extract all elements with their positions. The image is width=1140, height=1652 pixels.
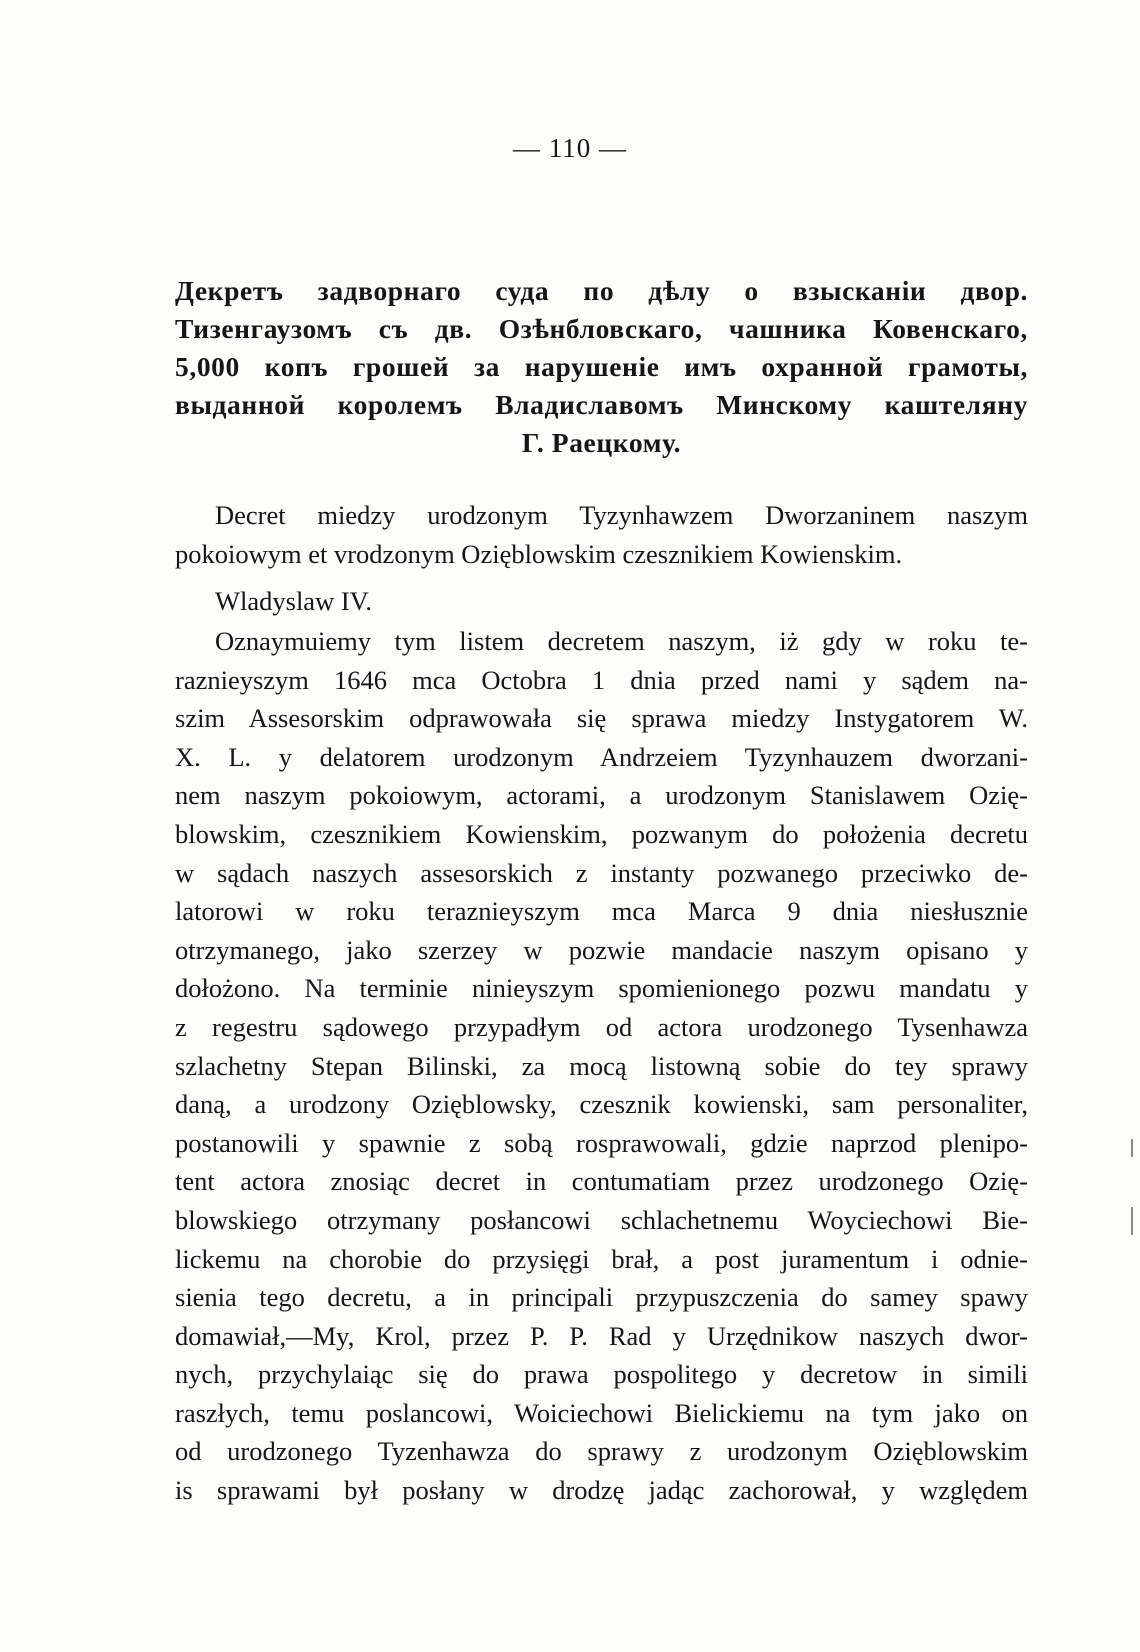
text-line: X. L. y delatorem urodzonym Andrzeiem Tyzynhauzem dworzani-: [175, 741, 1028, 772]
document-heading: [175, 272, 1028, 462]
text-line: szim Assesorskim odprawowała się sprawa miedzy Instygatorem W.: [175, 703, 1028, 734]
text-line: blowskiego otrzymany posłancowi schlachetnemu Woyciechowi Bie-: [175, 1204, 1028, 1235]
text-line: szlachetny Stepan Bilinski, za mocą listowną sobie do tey sprawy: [175, 1050, 1028, 1081]
text-line: nem naszym pokoiowym, actorami, a urodzonym Stanislawem Ozię-: [175, 780, 1028, 811]
scan-speck: [1131, 1207, 1133, 1235]
royal-signature: Wladyslaw IV.: [215, 586, 373, 616]
text-line: nych, przychylaiąc się do prawa pospolitego y decretow in simili: [175, 1359, 1028, 1390]
scan-speck: [1131, 1139, 1133, 1157]
text-line: Decret miedzy urodzonym Tyzynhawzem Dworzaninem naszym: [215, 500, 1028, 530]
text-line: od urodzonego Tyzenhawza do sprawy z urodzonym Ozięblowskim: [175, 1436, 1028, 1467]
text-line: raszłych, temu poslancowi, Woiciechowi Bielickiemu na tym jako on: [175, 1397, 1028, 1428]
text-line: daną, a urodzony Ozięblowsky, czesznik kowienski, sam personaliter,: [175, 1089, 1028, 1120]
text-line: blowskim, czesznikiem Kowienskim, pozwanym do położenia decretu: [175, 818, 1028, 849]
text-line: postanowili y spawnie z sobą rosprawowali, gdzie naprzod plenipo-: [175, 1127, 1028, 1158]
heading-line: 5,000 копъ грошей за нарушеніе имъ охранной грамоты,: [175, 351, 1028, 382]
text-line: Oznaymuiemy tym listem decretem naszym, iż gdy w roku te-: [215, 626, 1028, 656]
heading-line: Г. Раецкому.: [521, 427, 682, 458]
text-line: domawiał,—My, Krol, przez P. P. Rad y Urzędnikow naszych dwor-: [175, 1320, 1028, 1351]
text-line: tent actora znosiąc decret in contumatiam przez urodzonego Ozię-: [175, 1166, 1028, 1197]
text-line: latorowi w roku teraznieyszym mca Marca 9 dnia niesłusznie: [175, 896, 1028, 927]
signature-line: [175, 582, 1028, 621]
heading-line: выданной королемъ Владиславомъ Минскому каштеляну: [175, 389, 1028, 420]
text-line: is sprawami był posłany w drodzę jadąc zachorował, y względem: [175, 1475, 1028, 1506]
text-line: pokoiowym et vrodzonym Ozięblowskim czesznikiem Kowienskim.: [175, 538, 903, 569]
text-line: raznieyszym 1646 mca Octobra 1 dnia przed nami y sądem na-: [175, 664, 1028, 695]
decree-body: [175, 622, 1028, 1510]
heading-line: Декретъ задворнаго суда по дѣлу о взысканіи двор.: [175, 275, 1028, 306]
text-line: w sądach naszych assesorskich z instanty pozwanego przeciwko de-: [175, 857, 1028, 888]
text-line: dołożono. Na terminie ninieyszym spomienionego pozwu mandatu y: [175, 973, 1028, 1004]
text-line: z regestru sądowego przypadłym od actora urodzonego Tysenhawza: [175, 1011, 1028, 1042]
text-line: sienia tego decretu, a in principali przypuszczenia do samey spawy: [175, 1282, 1028, 1313]
text-line: otrzymanego, jako szerzey w pozwie mandacie naszym opisano y: [175, 934, 1028, 965]
decree-title: [175, 496, 1028, 573]
text-line: lickemu na chorobie do przysięgi brał, a post juramentum i odnie-: [175, 1243, 1028, 1274]
heading-line: Тизенгаузомъ съ дв. Озѣнбловскаго, чашника Ковенскаго,: [175, 313, 1028, 344]
page-number: — 110 —: [513, 133, 627, 163]
